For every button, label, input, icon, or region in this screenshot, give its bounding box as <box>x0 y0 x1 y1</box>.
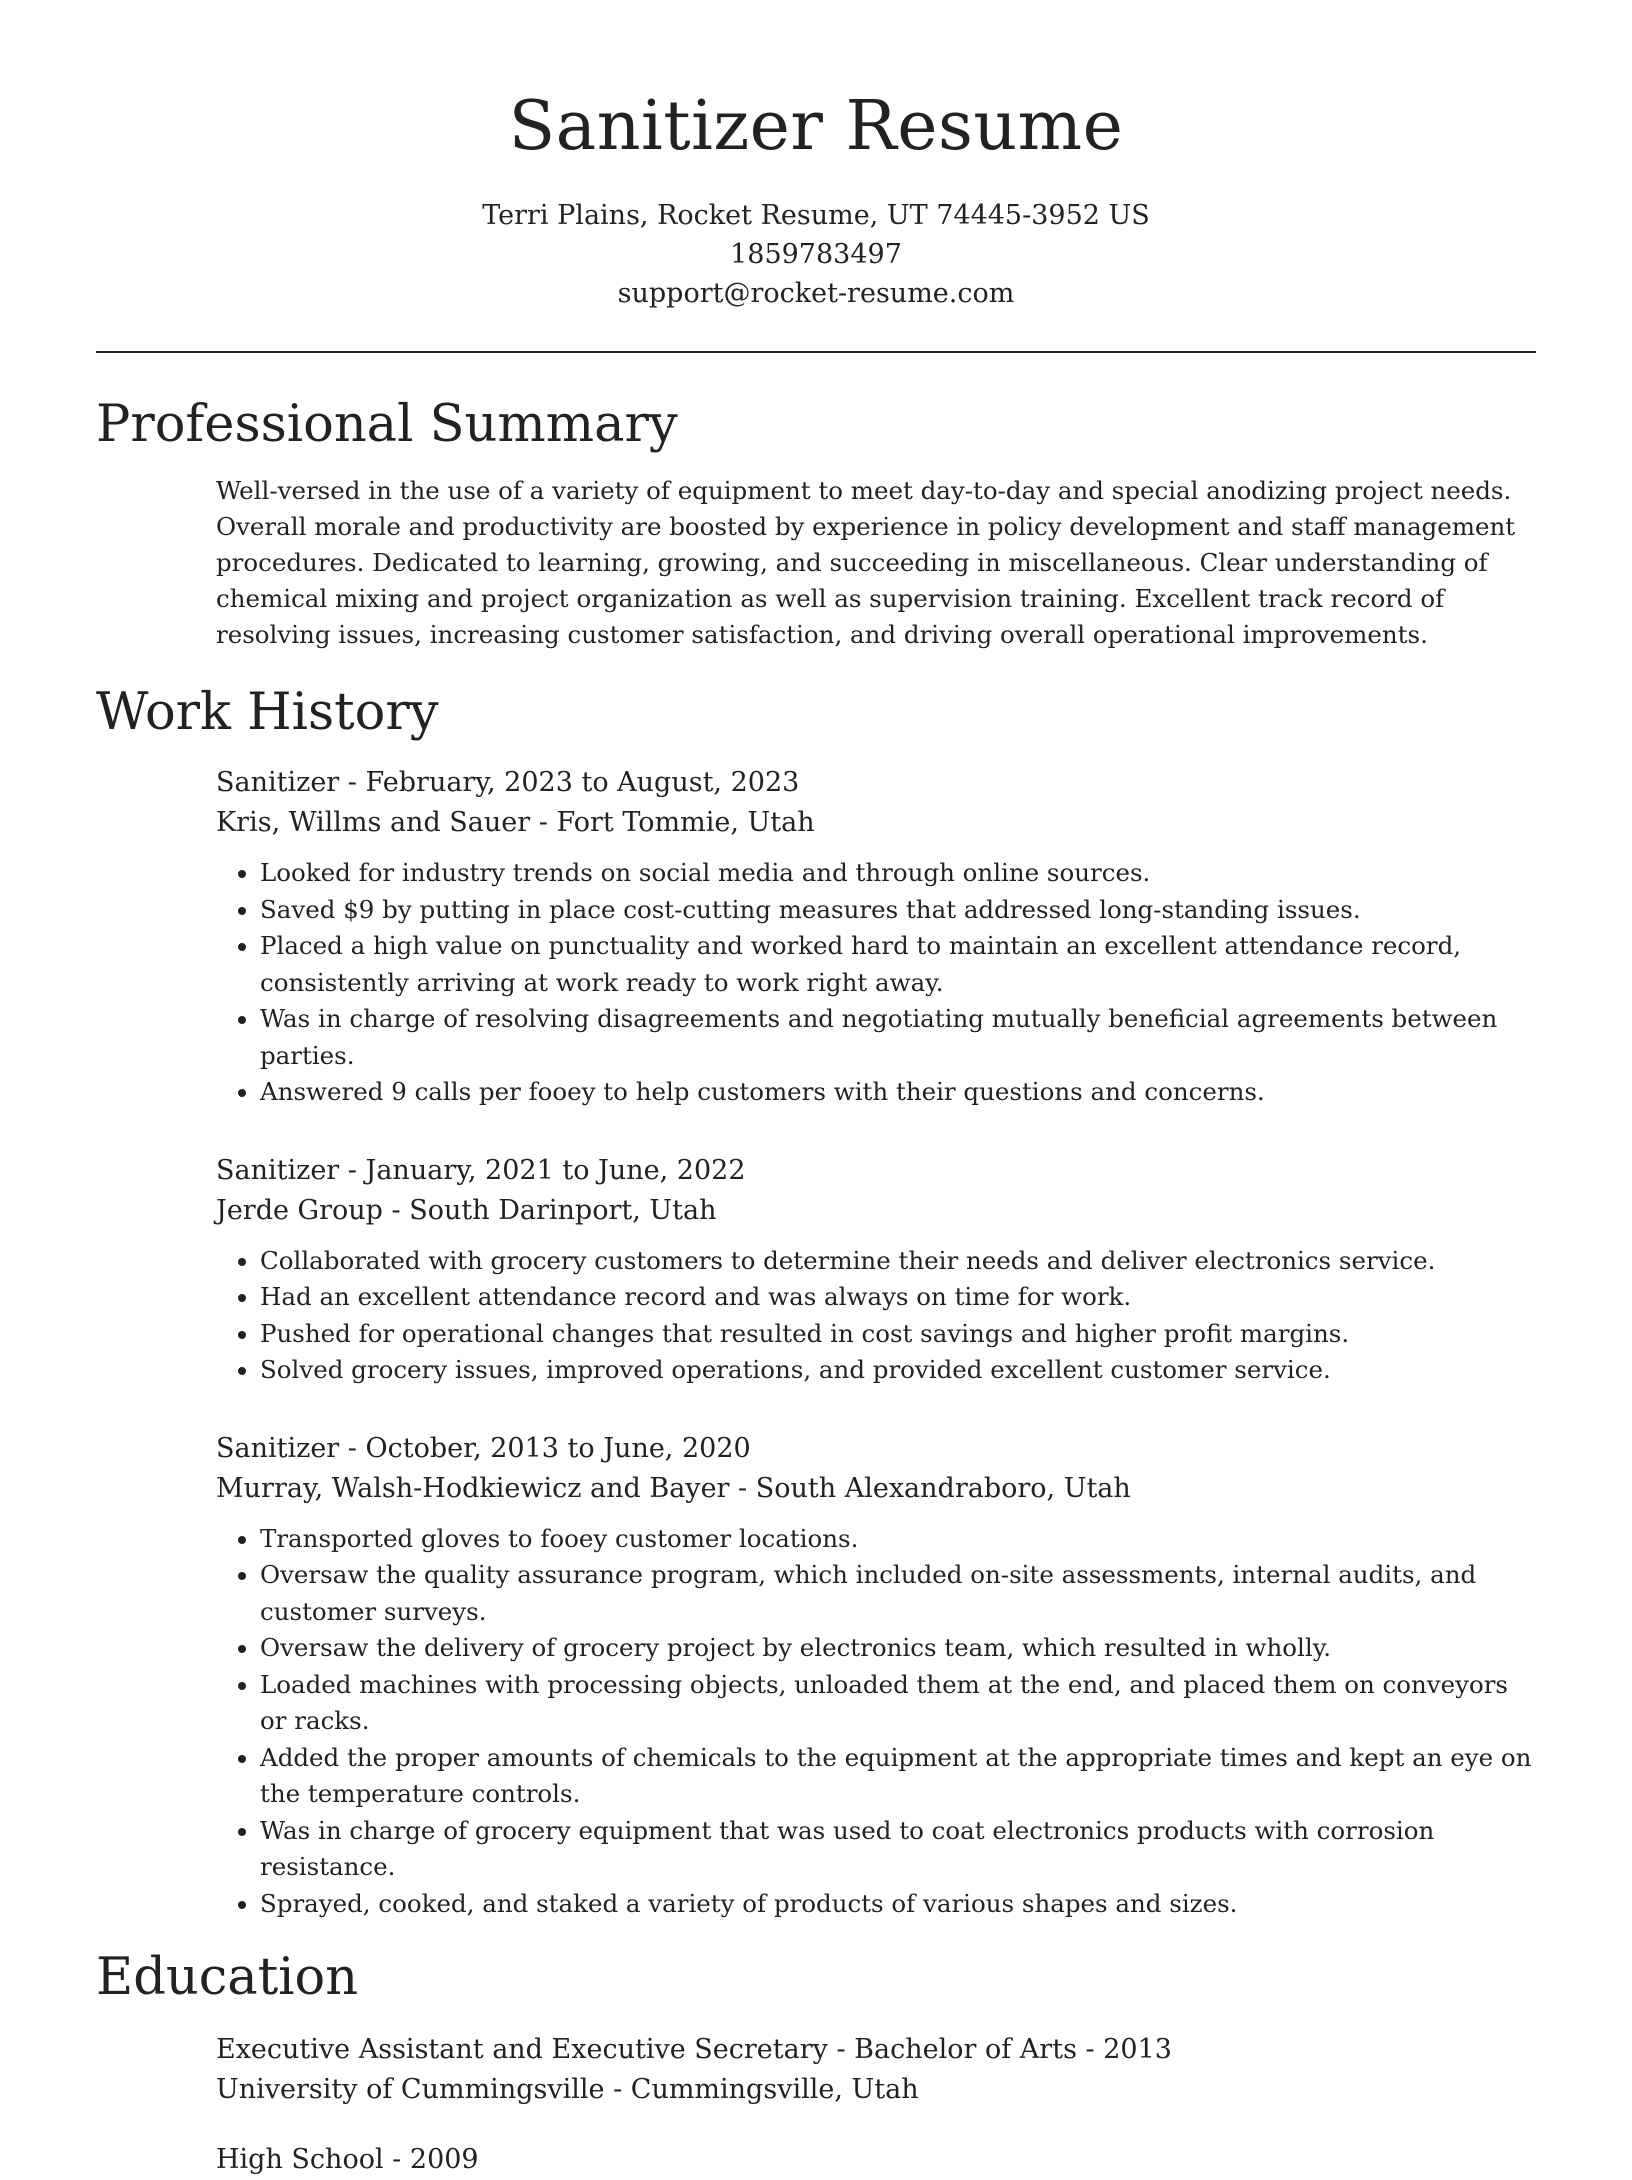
separator: - <box>339 767 366 798</box>
list-item: • Placed a high value on punctuality and worked hard to maintain an excellent attendance record, consistently arriving at work ready to work right away. <box>260 928 1536 1001</box>
job-title-line <box>216 1429 1536 1469</box>
list-item: • Looked for industry trends on social media and through online sources. <box>260 855 1536 892</box>
separator: - <box>604 2074 631 2105</box>
job-title-line <box>216 763 1536 803</box>
list-item: • Oversaw the delivery of grocery project by electronics team, which resulted in wholly. <box>260 1630 1536 1667</box>
contact-address: Terri Plains, Rocket Resume, UT 74445-3952 US <box>482 200 1150 231</box>
job-dates: October, 2013 to June, 2020 <box>365 1432 751 1464</box>
job-role: Sanitizer <box>216 767 340 798</box>
education-entry <box>216 2140 1536 2180</box>
job-duties-list <box>216 855 1536 1111</box>
list-item: • Pushed for operational changes that resulted in cost savings and higher profit margins. <box>260 1316 1536 1353</box>
education-school-line <box>216 2070 1536 2110</box>
list-item: • Was in charge of grocery equipment that was used to coat electronics products with corrosion resistance. <box>260 1813 1536 1886</box>
list-item: • Saved $9 by putting in place cost-cutting measures that addressed long-standing issues. <box>260 892 1536 929</box>
list-item: • Answered 9 calls per fooey to help customers with their questions and concerns. <box>260 1074 1536 1111</box>
education-entry <box>216 2030 1536 2110</box>
separator: - <box>827 2034 855 2065</box>
list-item: • Loaded machines with processing objects, unloaded them at the end, and placed them on conveyors or racks. <box>260 1667 1536 1740</box>
contact-phone: 1859783497 <box>730 239 902 270</box>
list-item: • Added the proper amounts of chemicals to the equipment at the appropriate times and kept an eye on the temperature controls. <box>260 1740 1536 1813</box>
education-degree: Bachelor of Arts <box>854 2034 1077 2065</box>
list-item: • Sprayed, cooked, and staked a variety of products of various shapes and sizes. <box>260 1886 1536 1923</box>
job-entry <box>216 1429 1536 1923</box>
education-location: Cummingsville, Utah <box>630 2074 919 2105</box>
list-item: • Transported gloves to fooey customer locations. <box>260 1521 1536 1558</box>
education-degree-line <box>216 2030 1536 2070</box>
education-field: Executive Assistant and Executive Secretary <box>216 2034 828 2065</box>
job-location: South Alexandraboro, Utah <box>755 1472 1131 1504</box>
job-company-line <box>216 1469 1536 1509</box>
separator: - <box>729 1472 756 1504</box>
separator: - <box>382 1194 410 1226</box>
job-company: Murray, Walsh-Hodkiewicz and Bayer <box>216 1472 730 1504</box>
job-dates: February, 2023 to August, 2023 <box>365 767 800 798</box>
education-year: 2013 <box>1103 2034 1172 2065</box>
list-item: • Solved grocery issues, improved operations, and provided excellent customer service. <box>260 1352 1536 1389</box>
job-location: South Darinport, Utah <box>409 1194 717 1226</box>
job-entry <box>216 763 1536 1111</box>
job-role: Sanitizer <box>216 1154 340 1186</box>
summary-text: Well-versed in the use of a variety of equipment to meet day-to-day and special anodizing project needs. Overall morale and productivity are boosted by experience in policy development and staff management procedures. Dedicated to learning, growing, and succeeding in miscellaneous. Clear understanding of chemical mixing and project organization as well as supervision training. Excellent track record of resolving issues, increasing customer satisfaction, and driving overall operational improvements. <box>216 476 1516 649</box>
job-location: Fort Tommie, Utah <box>556 807 815 838</box>
education-school: University of Cummingsville <box>216 2074 605 2105</box>
work-history-heading: Work History <box>96 683 439 742</box>
list-item: • Oversaw the quality assurance program, which included on-site assessments, internal audits, and customer surveys. <box>260 1557 1536 1630</box>
list-item: • Had an excellent attendance record and was always on time for work. <box>260 1279 1536 1316</box>
job-entry <box>216 1151 1536 1389</box>
job-company: Jerde Group <box>216 1194 383 1226</box>
contact-email: support@rocket-resume.com <box>617 278 1015 309</box>
job-title-line <box>216 1151 1536 1191</box>
resume-header <box>0 0 1632 313</box>
separator: - <box>1076 2034 1104 2065</box>
job-company-line <box>216 1191 1536 1231</box>
list-item: • Collaborated with grocery customers to determine their needs and deliver electronics service. <box>260 1243 1536 1280</box>
job-role: Sanitizer <box>216 1432 340 1464</box>
header-divider <box>96 351 1536 353</box>
job-duties-list <box>216 1243 1536 1389</box>
list-item: • Was in charge of resolving disagreements and negotiating mutually beneficial agreements between parties. <box>260 1001 1536 1074</box>
job-company: Kris, Willms and Sauer <box>216 807 531 838</box>
separator: - <box>530 807 557 838</box>
education-field: High School <box>216 2144 384 2175</box>
separator: - <box>339 1432 366 1464</box>
separator: - <box>339 1154 366 1186</box>
resume-title: Sanitizer Resume <box>508 87 1124 166</box>
job-dates: January, 2021 to June, 2022 <box>365 1154 746 1186</box>
education-year: 2009 <box>409 2144 479 2175</box>
summary-heading: Professional Summary <box>96 395 678 454</box>
job-company-line <box>216 803 1536 843</box>
education-heading: Education <box>96 1948 359 2007</box>
education-degree-line <box>216 2140 1536 2180</box>
separator: - <box>383 2144 410 2175</box>
job-duties-list <box>216 1521 1536 1923</box>
